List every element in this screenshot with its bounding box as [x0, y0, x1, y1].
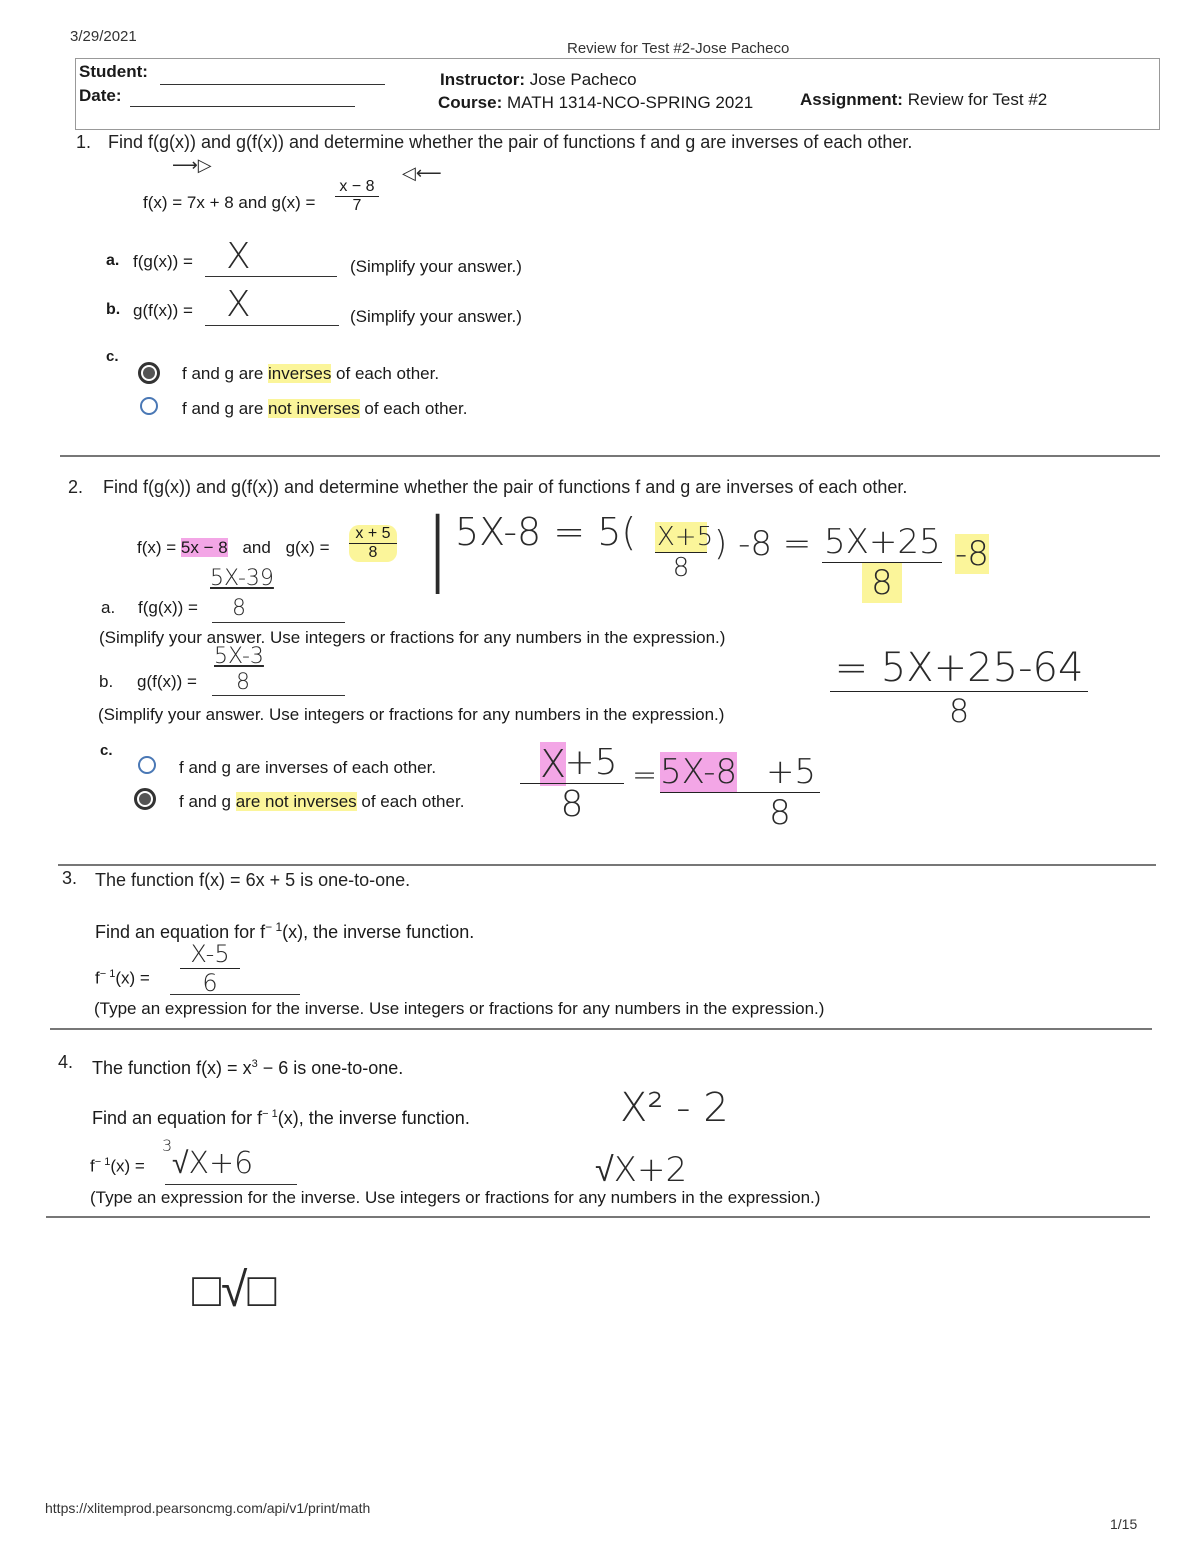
- work-line3-right-highlight: 5X-8: [660, 752, 738, 792]
- work-separator: |: [424, 501, 451, 594]
- q1-g-fraction: [335, 178, 379, 215]
- q1-a-answer-line: [205, 276, 337, 277]
- q1-option-not-inverses-radio[interactable]: [140, 397, 158, 415]
- q1-g-denominator: 7: [352, 197, 362, 214]
- q4-side-work-1: X² - 2: [620, 1085, 729, 1131]
- q1-a-expression: f(g(x)) =: [133, 252, 193, 271]
- q1-b-simplify: (Simplify your answer.): [350, 307, 522, 326]
- q4-note: (Type an expression for the inverse. Use integers or fractions for any numbers in the expression.): [90, 1188, 821, 1207]
- q3-hand-answer: $\frac{X-5}{6}$: [180, 940, 240, 997]
- print-date: 3/29/2021: [70, 28, 137, 45]
- q1-prompt: Find f(g(x)) and g(f(x)) and determine whether the pair of functions f and g are inverses of each other.: [108, 132, 913, 152]
- q4-number: 4.: [58, 1052, 74, 1072]
- q2-a-label: a.: [101, 598, 116, 617]
- q2-a-expression: f(g(x)) =: [138, 598, 198, 617]
- divider-3: [50, 1028, 1152, 1030]
- course-line: [438, 93, 753, 113]
- q2-b-expression: g(f(x)) =: [137, 672, 197, 691]
- radical-template-sketch: □√□: [192, 1262, 277, 1318]
- q3-text: The function f(x) = 6x + 5 is one-to-one.: [95, 870, 411, 890]
- work-line2: = 5X+25-64 8: [830, 645, 1088, 730]
- divider-2: [58, 864, 1156, 866]
- q2-option-inverses-radio[interactable]: [138, 756, 156, 774]
- q2-a-note: (Simplify your answer. Use integers or fractions for any numbers in the expression.): [99, 628, 726, 647]
- instructor-name: Jose Pacheco: [529, 70, 637, 89]
- q3-number: 3.: [62, 868, 78, 888]
- date-blank: [130, 106, 355, 107]
- q2-b-label: b.: [99, 672, 114, 691]
- work-line1-mid: ) -8 =: [714, 524, 812, 564]
- page-number: 1/15: [1110, 1516, 1138, 1532]
- work-line3-left: $\frac{+5}{8}$: [520, 742, 624, 825]
- q2-option-not-inverses[interactable]: f and g are not inverses of each other.: [179, 792, 465, 811]
- q2-g-fraction: [349, 525, 397, 562]
- q3-answer-line: [170, 994, 300, 995]
- q2-prompt: Find f(g(x)) and g(f(x)) and determine whether the pair of functions f and g are inverses of each other.: [103, 477, 908, 497]
- q2-b-note: (Simplify your answer. Use integers or fractions for any numbers in the expression.): [98, 705, 725, 724]
- course-name: MATH 1314-NCO-SPRING 2021: [506, 93, 754, 112]
- q1-option-inverses-radio[interactable]: [138, 362, 160, 384]
- q2-option-inverses[interactable]: f and g are inverses of each other.: [179, 758, 437, 777]
- assignment-line: [800, 90, 1047, 110]
- arrow-left-mark: ◁⟵: [402, 163, 442, 184]
- document-title: Review for Test #2-Jose Pacheco: [567, 40, 790, 57]
- q4-hand-index: 3: [162, 1136, 173, 1155]
- q1-a-answer: X: [226, 236, 251, 277]
- q1-a-label: a.: [106, 252, 120, 269]
- q2-c-label: c.: [100, 742, 113, 759]
- q1-option-inverses-highlight: inverses: [268, 364, 332, 383]
- q2-f-highlight: 5x − 8: [180, 538, 228, 557]
- q2-number: 2.: [68, 477, 84, 497]
- q1-option-not-inverses[interactable]: f and g are not inverses of each other.: [182, 399, 468, 418]
- work-line3-x-highlight: X: [540, 742, 567, 786]
- q3-note: (Type an expression for the inverse. Use integers or fractions for any numbers in the expression.): [94, 999, 825, 1018]
- q1-b-expression: g(f(x)) =: [133, 301, 193, 320]
- work-line1-minus8: -8: [955, 534, 989, 574]
- footer-url[interactable]: https://xlitemprod.pearsoncmg.com/api/v1/print/math: [45, 1500, 371, 1516]
- q1-a-simplify: (Simplify your answer.): [350, 257, 522, 276]
- q2-a-hand-numerator: 5X-39: [210, 566, 274, 591]
- q2-a-hand-denominator: 8: [232, 596, 246, 621]
- q2-g-numerator: x + 5: [349, 525, 397, 544]
- assignment-label: Assignment:: [800, 90, 903, 109]
- q2-g-denominator: 8: [368, 544, 378, 561]
- q2-a-answer-line: [212, 622, 345, 623]
- q1-number: 1.: [76, 132, 92, 152]
- work-line3-right: $\frac{+5}{8}$: [660, 752, 820, 833]
- q2-b-hand-numerator: 5X-3: [214, 644, 264, 669]
- work-line1-start: 5X-8 = 5(: [455, 510, 637, 554]
- work-line1-result: $\frac{5X+25}{8}$: [824, 522, 941, 603]
- q4-find: Find an equation for $f^{- 1}(x)$, the inverse function.: [92, 1108, 470, 1128]
- q4-hand-answer: √X+6: [172, 1146, 254, 1181]
- q4-answer-line: [165, 1184, 297, 1185]
- divider-4: [46, 1216, 1150, 1218]
- work-line1-fraction: $\frac{X+5}{8}$: [657, 522, 714, 583]
- course-label: Course:: [438, 93, 503, 112]
- q3-answer-label: $f^{- 1}(x)$ =: [95, 968, 150, 988]
- q4-side-work-2: √X+2: [595, 1150, 688, 1190]
- q1-function-def: f(x) = 7x + 8 and g(x) =: [143, 193, 316, 212]
- student-blank: [160, 84, 385, 85]
- date-label: Date:: [79, 86, 122, 105]
- student-label: Student:: [79, 62, 148, 81]
- q1-b-answer-line: [205, 325, 339, 326]
- q1-b-answer: X: [226, 284, 251, 325]
- arrow-right-mark: ⟶▷: [172, 155, 212, 176]
- q1-option-not-inverses-highlight: not inverses: [268, 399, 360, 418]
- q2-b-hand-denominator: 8: [236, 670, 250, 695]
- q4-answer-label: $f^{- 1}(x)$ =: [90, 1156, 145, 1176]
- q2-option-not-inverses-radio[interactable]: [134, 788, 156, 810]
- q1-c-label: c.: [106, 348, 119, 365]
- instructor-line: [440, 70, 637, 90]
- q2-function-def: f(x) = 5x − 8 and g(x) =: [137, 538, 330, 557]
- assignment-name: Review for Test #2: [907, 90, 1048, 109]
- q4-text: The function $f(x) = x^3 - 6$ is one-to-one.: [92, 1058, 404, 1078]
- divider-1: [60, 455, 1160, 457]
- q2-b-answer-line: [212, 695, 345, 696]
- q2-option-not-inverses-highlight: are not inverses: [235, 792, 357, 811]
- instructor-label: Instructor:: [440, 70, 525, 89]
- q1-b-label: b.: [106, 301, 121, 318]
- q1-g-numerator: x − 8: [335, 178, 379, 197]
- q1-option-inverses[interactable]: f and g are inverses of each other.: [182, 364, 440, 383]
- q3-find: Find an equation for $f^{- 1}(x)$, the inverse function.: [95, 920, 475, 942]
- work-line3-equals: =: [632, 758, 658, 793]
